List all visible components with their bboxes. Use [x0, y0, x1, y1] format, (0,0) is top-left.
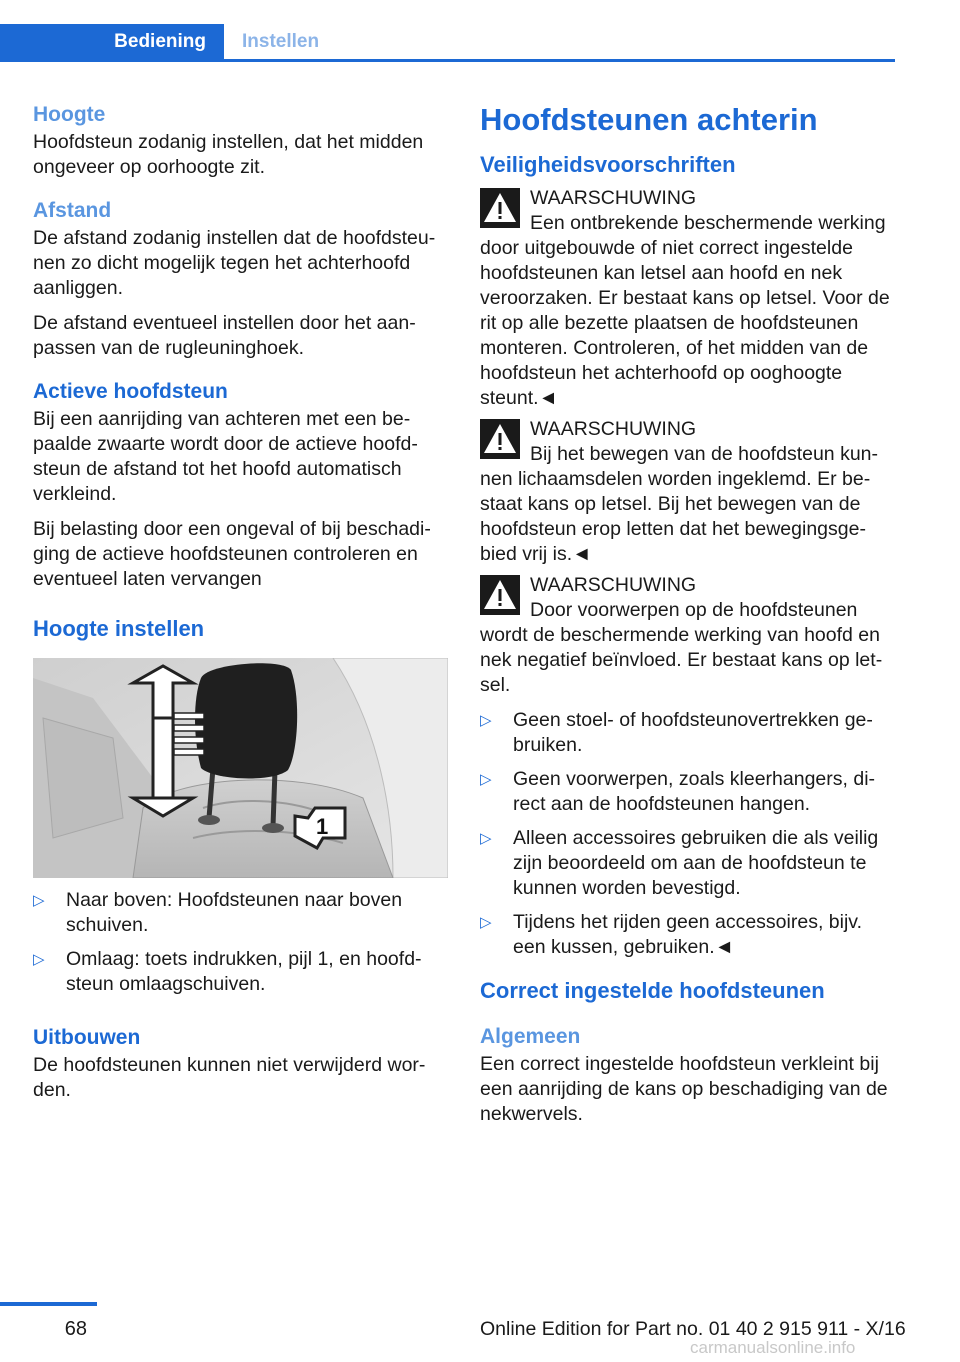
warning-triangle-icon — [480, 419, 520, 459]
actieve-text-2: Bij belasting door een ongeval of bij beschadiging de actieve hoofdsteunen controleren en eventueel laten vervangen — [33, 518, 431, 590]
section-tabbar — [0, 24, 895, 62]
figure-label-1: 1 — [316, 814, 329, 839]
edition-footer: Online Edition for Part no. 01 40 2 915 911 - X/16 — [480, 1318, 906, 1340]
warning-block-2 — [480, 417, 895, 567]
triangle-bullet-icon: ▷ — [480, 771, 492, 788]
left-column — [33, 100, 448, 1103]
warning-block-3 — [480, 573, 895, 698]
afstand-text-1: De afstand zodanig instellen dat de hoofdsteunen zo dicht mogelijk tegen het achterhoofd aanliggen. — [33, 227, 436, 299]
triangle-bullet-icon: ▷ — [480, 830, 492, 847]
warning-label: WAARSCHUWING — [530, 187, 697, 209]
watermark: carmanualsonline.info — [690, 1338, 856, 1357]
page-number: 68 — [64, 1318, 87, 1340]
correct-ingestelde-heading: Correct ingestelde hoofdsteunen — [480, 978, 825, 1003]
warning-text: Door voorwerpen op de hoofdsteunen wordt de beschermende werking van hoofd en nek negatief beïnvloed. Er bestaat kans op letsel. — [480, 599, 883, 696]
triangle-bullet-icon: ▷ — [33, 951, 45, 968]
warning-label: WAARSCHUWING — [530, 574, 697, 596]
list-item: ▷ Tijdens het rijden geen accessoires, bijv. een kussen, gebruiken.◄ — [480, 911, 863, 958]
hoogte-instellen-heading: Hoogte instellen — [33, 616, 205, 641]
warning-label: WAARSCHUWING — [530, 418, 697, 440]
triangle-bullet-icon: ▷ — [33, 892, 45, 909]
headrest-figure — [33, 658, 448, 878]
warning-triangle-icon — [480, 188, 520, 228]
warning-block-1 — [480, 186, 895, 411]
hoogte-heading: Hoogte — [33, 103, 106, 126]
warning-triangle-icon — [480, 575, 520, 615]
warning-list — [480, 708, 895, 960]
right-column — [480, 100, 895, 1127]
list-item: ▷ Naar boven: Hoofdsteunen naar boven schuiven. — [33, 889, 403, 936]
hoogte-instellen-list — [33, 888, 448, 997]
algemeen-text: Een correct ingestelde hoofdsteun verkleint bij een aanrijding de kans op beschadiging van de nekwervels. — [480, 1053, 888, 1125]
uitbouwen-text: De hoofdsteunen kunnen niet verwijderd worden. — [33, 1054, 426, 1101]
algemeen-heading: Algemeen — [480, 1025, 581, 1048]
uitbouwen-heading: Uitbouwen — [33, 1026, 141, 1049]
actieve-hoofdsteun-heading: Actieve hoofdsteun — [33, 380, 228, 403]
page-number-bar — [0, 1302, 97, 1306]
triangle-bullet-icon: ▷ — [480, 712, 492, 729]
headrest-illustration — [33, 658, 448, 878]
list-item: ▷ Alleen accessoires gebruiken die als veilig zijn beoordeeld om aan de hoofdsteun te kunnen worden bevestigd. — [480, 827, 879, 899]
actieve-text-1: Bij een aanrijding van achteren met een bepaalde zwaarte wordt door de actieve hoofdsteun de afstand tot het hoofd automatisch verkleind. — [33, 408, 418, 505]
list-item: ▷ Geen voorwerpen, zoals kleerhangers, direct aan de hoofdsteunen hangen. — [480, 768, 876, 815]
page-title: Hoofdsteunen achterin — [480, 102, 818, 137]
tab-bediening[interactable]: Bediening — [0, 24, 224, 60]
hoogte-text: Hoofdsteun zodanig instellen, dat het midden ongeveer op oorhoogte zit. — [33, 131, 424, 178]
afstand-text-2: De afstand eventueel instellen door het aanpassen van de rugleuninghoek. — [33, 312, 416, 359]
tab-instellen[interactable]: Instellen — [242, 31, 320, 52]
list-item: ▷ Geen stoel- of hoofdsteunovertrekken gebruiken. — [480, 709, 873, 756]
triangle-bullet-icon: ▷ — [480, 914, 492, 931]
warning-text: Een ontbrekende beschermende werking door uitgebouwde of niet correct ingestelde hoofdsteunen kan letsel aan hoofd en nek veroorzaken. Er bestaat kans op letsel. Voor de rit op alle bezette plaatsen de hoofdsteunen monteren. Controleren, of het midden van de hoofdsteun het achterhoofd op ooghoogte steunt.◄ — [480, 212, 890, 409]
list-item: ▷ Omlaag: toets indrukken, pijl 1, en hoofdsteun omlaagschuiven. — [33, 948, 422, 995]
afstand-heading: Afstand — [33, 199, 112, 222]
warning-text: Bij het bewegen van de hoofdsteun kunnen lichaamsdelen worden ingeklemd. Er bestaat kans op letsel. Bij het bewegen van de hoofdsteun erop letten dat het bewegingsgebied vrij is.◄ — [480, 443, 879, 565]
veiligheidsvoorschriften-heading: Veiligheidsvoorschriften — [480, 152, 736, 177]
